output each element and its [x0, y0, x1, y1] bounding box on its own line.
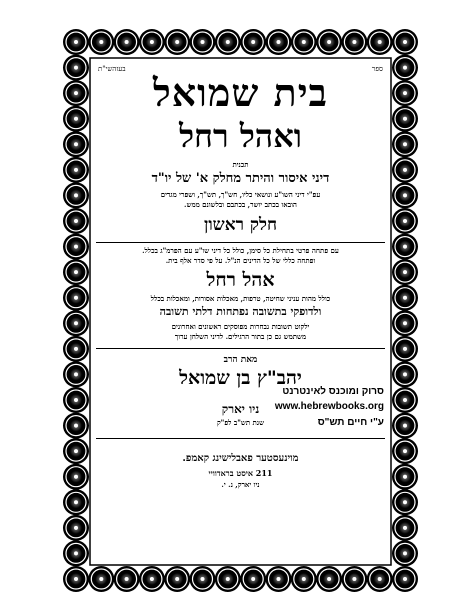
- border-rosette: [63, 259, 89, 285]
- header-note-right: ספר: [371, 65, 383, 73]
- border-rosette: [63, 131, 89, 157]
- border-rosette: [266, 566, 292, 592]
- author-name: יהב"ץ בן שמואל: [179, 367, 302, 389]
- border-rosette: [63, 387, 89, 413]
- watermark-by: ע"י חיים תש"ס: [317, 417, 384, 428]
- intro-subject: דיני איסור והיתר מחלק א' של יו"ד: [151, 171, 330, 186]
- rule-3: [96, 438, 385, 439]
- border-rosette: [392, 131, 418, 157]
- header-note-left: בעזהשי"ת: [98, 65, 126, 73]
- border-rosette: [139, 566, 165, 592]
- border-rosette: [240, 566, 266, 592]
- border-rosette: [341, 29, 367, 55]
- watermark-url: www.hebrewbooks.org: [274, 401, 384, 412]
- border-rosette: [392, 259, 418, 285]
- border-rosette: [392, 438, 418, 464]
- border-rosette: [63, 489, 89, 515]
- border-rosette: [392, 208, 418, 234]
- watermark-line-1: סרוק ומוכנס לאינטרנט: [282, 386, 384, 397]
- title-text-block: [92, 60, 389, 563]
- border-rosette: [63, 285, 89, 311]
- border-rosette: [63, 438, 89, 464]
- border-rosette: [392, 55, 418, 81]
- border-rosette: [63, 464, 89, 490]
- author-by: מאת הרב: [223, 355, 258, 365]
- border-rosette: [392, 157, 418, 183]
- intro-line-a: עפ"י דיני השו"ע ונושאי כליו, חש"ך, תש"ך, ושפרי מגדים: [160, 190, 321, 199]
- publisher-city: ניו יארק, נ. י.: [221, 480, 260, 489]
- border-rosette: [367, 29, 393, 55]
- border-rosette: [63, 310, 89, 336]
- border-rosette: [291, 29, 317, 55]
- border-rosette: [63, 80, 89, 106]
- sub-title: ואהל רחל: [179, 117, 302, 155]
- border-rosette: [392, 413, 418, 439]
- border-rosette: [215, 566, 241, 592]
- border-rosette: [392, 29, 418, 55]
- border-rosette: [63, 540, 89, 566]
- intro-word: תכנית: [232, 160, 249, 169]
- border-rosette: [63, 208, 89, 234]
- part-line-b: ופתחה כללי של כל הדינים הנ"ל. על פי סדר אלף בית.: [165, 256, 316, 265]
- border-rosette: [114, 566, 140, 592]
- border-rosette: [266, 29, 292, 55]
- place-city: ניו יארק: [221, 402, 260, 416]
- border-rosette: [392, 106, 418, 132]
- main-title: בית שמואל: [152, 70, 328, 115]
- ohel-line-b: ולדופקי בתשובה נפתחות דלתי תשובה: [159, 305, 322, 318]
- border-rosette: [63, 234, 89, 260]
- border-rosette: [190, 29, 216, 55]
- border-rosette: [392, 464, 418, 490]
- intro-line-b: הובאו בכתב יושר, בכתבם ובלשונם ממש.: [184, 200, 297, 209]
- border-rosette: [341, 566, 367, 592]
- border-rosette: [63, 29, 89, 55]
- border-rosette: [114, 29, 140, 55]
- ohel-title: אהל רחל: [206, 269, 275, 291]
- border-rosette: [392, 566, 418, 592]
- ohel-line-c: ילקוט תשובות נבחרות מפוסקים ראשונים ואחרונים: [171, 322, 310, 331]
- border-rosette: [63, 566, 89, 592]
- border-rosette: [164, 29, 190, 55]
- border-rosette: [88, 566, 114, 592]
- border-rosette: [139, 29, 165, 55]
- border-rosette: [316, 566, 342, 592]
- border-rosette: [63, 182, 89, 208]
- border-rosette: [63, 106, 89, 132]
- place-year: שנת תש"ב לפ"ק: [216, 418, 265, 427]
- border-rosette: [291, 566, 317, 592]
- border-rosette: [392, 234, 418, 260]
- border-rosette: [63, 361, 89, 387]
- border-rosette: [392, 515, 418, 541]
- border-rosette: [392, 361, 418, 387]
- rule-2: [96, 348, 385, 349]
- part-label: חלק ראשון: [203, 215, 277, 235]
- publisher-address: 211 איסט בראדוויי: [208, 468, 273, 478]
- border-rosette: [215, 29, 241, 55]
- border-rosette: [392, 489, 418, 515]
- border-rosette: [88, 29, 114, 55]
- border-rosette: [392, 310, 418, 336]
- part-line-a: עם פתחה פרטי בתחילת כל סימן, כולל כל דיני שו"ע עם הפרמ"ג בכלל.: [142, 246, 339, 255]
- border-rosette: [240, 29, 266, 55]
- publisher-name: מוינעסטער פאבלישינג קאמפ.: [182, 453, 299, 464]
- border-rosette: [392, 336, 418, 362]
- rule-1: [96, 242, 385, 243]
- border-rosette: [190, 566, 216, 592]
- border-rosette: [392, 285, 418, 311]
- border-rosette: [392, 182, 418, 208]
- ohel-line-d: משתמש גם כן בתור הרגילים. לדיני השלחן ערוך: [174, 332, 307, 341]
- border-rosette: [316, 29, 342, 55]
- border-rosette: [392, 80, 418, 106]
- ohel-line-a: כולל מהות עניני שחיטה, טרפות, מאכלות אסורות, ומאכלות בכלל: [150, 294, 331, 303]
- border-rosette: [63, 55, 89, 81]
- border-rosette: [392, 387, 418, 413]
- border-rosette: [392, 540, 418, 566]
- border-rosette: [63, 413, 89, 439]
- border-rosette: [63, 336, 89, 362]
- border-rosette: [63, 157, 89, 183]
- border-rosette: [63, 515, 89, 541]
- border-rosette: [367, 566, 393, 592]
- border-rosette: [164, 566, 190, 592]
